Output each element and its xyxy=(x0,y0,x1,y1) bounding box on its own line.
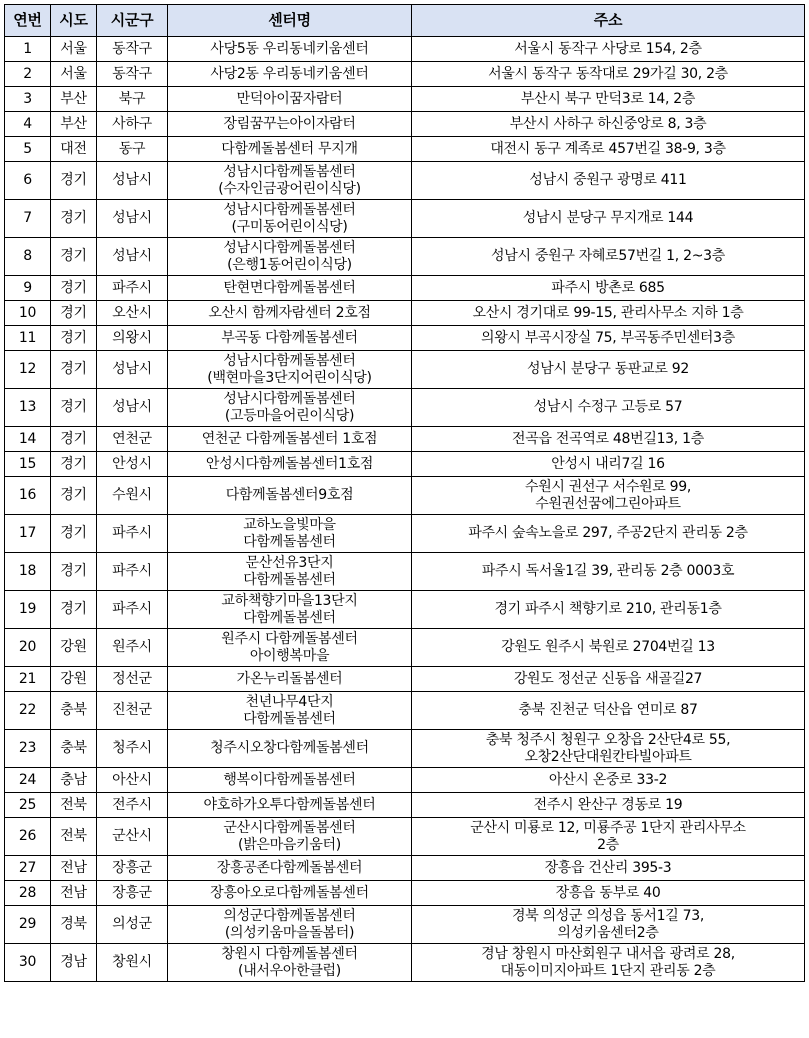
row-address: 서울시 동작구 사당로 154, 2층 xyxy=(412,37,805,62)
row-number: 27 xyxy=(5,856,51,881)
row-district: 장흥군 xyxy=(97,881,168,906)
row-center-name: 만덕아이꿈자람터 xyxy=(168,87,412,112)
row-address: 파주시 방촌로 685 xyxy=(412,276,805,301)
row-number: 19 xyxy=(5,591,51,629)
table-row xyxy=(5,137,805,162)
table-row xyxy=(5,944,805,982)
row-center-name: 가온누리돌봄센터 xyxy=(168,667,412,692)
row-province: 경기 xyxy=(51,427,97,452)
row-district: 청주시 xyxy=(97,730,168,768)
row-number: 15 xyxy=(5,452,51,477)
row-address: 파주시 독서울1길 39, 관리동 2층 0003호 xyxy=(412,553,805,591)
row-district: 사하구 xyxy=(97,112,168,137)
table-body xyxy=(5,37,805,982)
row-center-name: 교하노을빛마을 다함께돌봄센터 xyxy=(168,515,412,553)
row-center-name: 문산선유3단지 다함께돌봄센터 xyxy=(168,553,412,591)
row-province: 전남 xyxy=(51,881,97,906)
row-district: 안성시 xyxy=(97,452,168,477)
row-center-name: 사당5동 우리동네키움센터 xyxy=(168,37,412,62)
row-number: 2 xyxy=(5,62,51,87)
table-row xyxy=(5,477,805,515)
row-province: 충북 xyxy=(51,692,97,730)
row-district: 군산시 xyxy=(97,818,168,856)
row-center-name: 창원시 다함께돌봄센터 (내서우아한클럽) xyxy=(168,944,412,982)
row-center-name: 오산시 함께자람센터 2호점 xyxy=(168,301,412,326)
row-address: 경기 파주시 책향기로 210, 관리동1층 xyxy=(412,591,805,629)
table-row xyxy=(5,818,805,856)
row-district: 동작구 xyxy=(97,62,168,87)
row-center-name: 성남시다함께돌봄센터 (구미동어린이식당) xyxy=(168,200,412,238)
row-center-name: 교하책향기마을13단지 다함께돌봄센터 xyxy=(168,591,412,629)
row-center-name: 장림꿈꾸는아이자람터 xyxy=(168,112,412,137)
row-province: 경기 xyxy=(51,238,97,276)
row-district: 의왕시 xyxy=(97,326,168,351)
row-province: 서울 xyxy=(51,62,97,87)
row-district: 성남시 xyxy=(97,162,168,200)
table-row xyxy=(5,667,805,692)
row-center-name: 다함께돌봄센터 무지개 xyxy=(168,137,412,162)
table-row xyxy=(5,238,805,276)
row-center-name: 사당2동 우리동네키움센터 xyxy=(168,62,412,87)
row-number: 1 xyxy=(5,37,51,62)
row-center-name: 야호하가오투다함께돌봄센터 xyxy=(168,793,412,818)
row-address: 성남시 분당구 동판교로 92 xyxy=(412,351,805,389)
header-address: 주소 xyxy=(412,5,805,37)
row-number: 21 xyxy=(5,667,51,692)
row-address: 성남시 수정구 고등로 57 xyxy=(412,389,805,427)
row-address: 성남시 중원구 광명로 411 xyxy=(412,162,805,200)
row-address: 오산시 경기대로 99-15, 관리사무소 지하 1층 xyxy=(412,301,805,326)
header-no: 연번 xyxy=(5,5,51,37)
row-address: 성남시 중원구 자혜로57번길 1, 2~3층 xyxy=(412,238,805,276)
row-district: 전주시 xyxy=(97,793,168,818)
row-number: 25 xyxy=(5,793,51,818)
row-number: 10 xyxy=(5,301,51,326)
row-address: 경북 의성군 의성읍 동서1길 73, 의성키움센터2층 xyxy=(412,906,805,944)
table-row xyxy=(5,692,805,730)
row-address: 충북 청주시 청원구 오창읍 2산단4로 55, 오창2산단대원칸타빌아파트 xyxy=(412,730,805,768)
table-row xyxy=(5,326,805,351)
row-province: 경남 xyxy=(51,944,97,982)
row-number: 17 xyxy=(5,515,51,553)
table-row xyxy=(5,162,805,200)
row-address: 강원도 원주시 북원로 2704번길 13 xyxy=(412,629,805,667)
row-district: 성남시 xyxy=(97,389,168,427)
row-district: 파주시 xyxy=(97,553,168,591)
row-center-name: 의성군다함께돌봄센터 (의성키움마을돌봄터) xyxy=(168,906,412,944)
row-address: 전주시 완산구 경동로 19 xyxy=(412,793,805,818)
row-number: 14 xyxy=(5,427,51,452)
row-province: 대전 xyxy=(51,137,97,162)
row-district: 성남시 xyxy=(97,238,168,276)
row-district: 원주시 xyxy=(97,629,168,667)
row-center-name: 탄현면다함께돌봄센터 xyxy=(168,276,412,301)
row-number: 24 xyxy=(5,768,51,793)
row-number: 12 xyxy=(5,351,51,389)
row-address: 아산시 온중로 33-2 xyxy=(412,768,805,793)
row-number: 3 xyxy=(5,87,51,112)
row-province: 경기 xyxy=(51,515,97,553)
row-number: 6 xyxy=(5,162,51,200)
row-province: 경기 xyxy=(51,200,97,238)
row-number: 28 xyxy=(5,881,51,906)
header-district: 시군구 xyxy=(97,5,168,37)
row-province: 충북 xyxy=(51,730,97,768)
row-province: 충남 xyxy=(51,768,97,793)
row-address: 충북 진천군 덕산읍 연미로 87 xyxy=(412,692,805,730)
row-district: 창원시 xyxy=(97,944,168,982)
row-center-name: 군산시다함께돌봄센터 (밝은마음키움터) xyxy=(168,818,412,856)
table-row xyxy=(5,730,805,768)
header-province: 시도 xyxy=(51,5,97,37)
row-address: 성남시 분당구 무지개로 144 xyxy=(412,200,805,238)
table-row xyxy=(5,906,805,944)
table-row xyxy=(5,87,805,112)
table-row xyxy=(5,389,805,427)
row-center-name: 성남시다함께돌봄센터 (은행1동어린이식당) xyxy=(168,238,412,276)
row-province: 전북 xyxy=(51,818,97,856)
table-row xyxy=(5,427,805,452)
row-number: 8 xyxy=(5,238,51,276)
row-center-name: 행복이다함께돌봄센터 xyxy=(168,768,412,793)
header-row xyxy=(5,5,805,37)
row-center-name: 안성시다함께돌봄센터1호점 xyxy=(168,452,412,477)
table-row xyxy=(5,856,805,881)
row-number: 5 xyxy=(5,137,51,162)
row-district: 아산시 xyxy=(97,768,168,793)
row-province: 경기 xyxy=(51,301,97,326)
row-number: 16 xyxy=(5,477,51,515)
table-row xyxy=(5,351,805,389)
row-center-name: 성남시다함께돌봄센터 (백현마을3단지어린이식당) xyxy=(168,351,412,389)
row-district: 정선군 xyxy=(97,667,168,692)
center-table xyxy=(4,4,805,982)
row-province: 부산 xyxy=(51,87,97,112)
row-address: 안성시 내리7길 16 xyxy=(412,452,805,477)
table-row xyxy=(5,629,805,667)
row-center-name: 청주시오창다함께돌봄센터 xyxy=(168,730,412,768)
table-row xyxy=(5,452,805,477)
row-center-name: 원주시 다함께돌봄센터 아이행복마을 xyxy=(168,629,412,667)
row-province: 전북 xyxy=(51,793,97,818)
table-row xyxy=(5,881,805,906)
row-address: 장흥읍 건산리 395-3 xyxy=(412,856,805,881)
row-district: 의성군 xyxy=(97,906,168,944)
row-district: 오산시 xyxy=(97,301,168,326)
table-row xyxy=(5,768,805,793)
row-province: 전남 xyxy=(51,856,97,881)
row-district: 연천군 xyxy=(97,427,168,452)
row-province: 경기 xyxy=(51,351,97,389)
row-number: 30 xyxy=(5,944,51,982)
table-row xyxy=(5,37,805,62)
row-province: 강원 xyxy=(51,629,97,667)
row-number: 4 xyxy=(5,112,51,137)
row-address: 경남 창원시 마산회원구 내서읍 광려로 28, 대동이미지아파트 1단지 관리동 2층 xyxy=(412,944,805,982)
row-address: 의왕시 부곡시장실 75, 부곡동주민센터3층 xyxy=(412,326,805,351)
table-row xyxy=(5,553,805,591)
row-province: 서울 xyxy=(51,37,97,62)
row-address: 군산시 미룡로 12, 미룡주공 1단지 관리사무소 2층 xyxy=(412,818,805,856)
table-row xyxy=(5,301,805,326)
row-number: 9 xyxy=(5,276,51,301)
row-province: 부산 xyxy=(51,112,97,137)
row-province: 경기 xyxy=(51,389,97,427)
row-center-name: 연천군 다함께돌봄센터 1호점 xyxy=(168,427,412,452)
row-address: 대전시 동구 계족로 457번길 38-9, 3층 xyxy=(412,137,805,162)
row-district: 북구 xyxy=(97,87,168,112)
row-province: 경기 xyxy=(51,553,97,591)
row-center-name: 천년나무4단지 다함께돌봄센터 xyxy=(168,692,412,730)
row-number: 18 xyxy=(5,553,51,591)
row-center-name: 부곡동 다함께돌봄센터 xyxy=(168,326,412,351)
row-province: 경기 xyxy=(51,477,97,515)
row-center-name: 장흥아오로다함께돌봄센터 xyxy=(168,881,412,906)
row-district: 파주시 xyxy=(97,591,168,629)
row-province: 경북 xyxy=(51,906,97,944)
row-number: 7 xyxy=(5,200,51,238)
row-district: 성남시 xyxy=(97,351,168,389)
row-province: 경기 xyxy=(51,326,97,351)
table-row xyxy=(5,591,805,629)
row-center-name: 장흥공존다함께돌봄센터 xyxy=(168,856,412,881)
row-district: 파주시 xyxy=(97,276,168,301)
row-district: 파주시 xyxy=(97,515,168,553)
row-district: 진천군 xyxy=(97,692,168,730)
row-number: 26 xyxy=(5,818,51,856)
row-center-name: 다함께돌봄센터9호점 xyxy=(168,477,412,515)
row-address: 서울시 동작구 동작대로 29가길 30, 2층 xyxy=(412,62,805,87)
row-center-name: 성남시다함께돌봄센터 (고등마을어린이식당) xyxy=(168,389,412,427)
row-number: 29 xyxy=(5,906,51,944)
row-address: 전곡읍 전곡역로 48번길13, 1층 xyxy=(412,427,805,452)
row-address: 부산시 사하구 하신중앙로 8, 3층 xyxy=(412,112,805,137)
row-district: 성남시 xyxy=(97,200,168,238)
row-district: 동구 xyxy=(97,137,168,162)
table-row xyxy=(5,515,805,553)
row-address: 파주시 숲속노을로 297, 주공2단지 관리동 2층 xyxy=(412,515,805,553)
row-address: 수원시 권선구 서수원로 99, 수원권선꿈에그린아파트 xyxy=(412,477,805,515)
table-row xyxy=(5,276,805,301)
row-number: 20 xyxy=(5,629,51,667)
table-row xyxy=(5,62,805,87)
table-row xyxy=(5,793,805,818)
row-province: 강원 xyxy=(51,667,97,692)
row-district: 수원시 xyxy=(97,477,168,515)
row-number: 22 xyxy=(5,692,51,730)
row-province: 경기 xyxy=(51,591,97,629)
row-province: 경기 xyxy=(51,452,97,477)
header-center-name: 센터명 xyxy=(168,5,412,37)
table-row xyxy=(5,200,805,238)
row-address: 강원도 정선군 신동읍 새골길27 xyxy=(412,667,805,692)
row-district: 동작구 xyxy=(97,37,168,62)
row-address: 장흥읍 동부로 40 xyxy=(412,881,805,906)
row-number: 13 xyxy=(5,389,51,427)
row-province: 경기 xyxy=(51,162,97,200)
row-center-name: 성남시다함께돌봄센터 (수자인금광어린이식당) xyxy=(168,162,412,200)
row-address: 부산시 북구 만덕3로 14, 2층 xyxy=(412,87,805,112)
row-district: 장흥군 xyxy=(97,856,168,881)
row-province: 경기 xyxy=(51,276,97,301)
row-number: 23 xyxy=(5,730,51,768)
row-number: 11 xyxy=(5,326,51,351)
table-row xyxy=(5,112,805,137)
